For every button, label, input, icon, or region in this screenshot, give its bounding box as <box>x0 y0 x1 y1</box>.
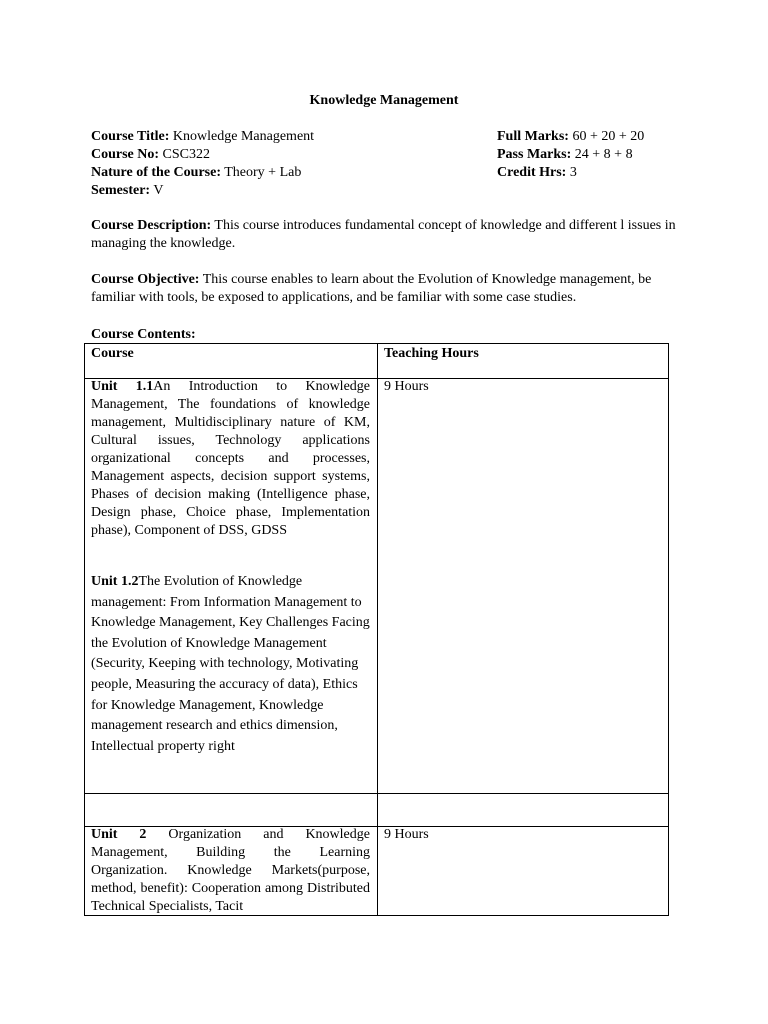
pass-marks-row <box>497 146 644 164</box>
credit-hrs-label: Credit Hrs: <box>497 165 567 180</box>
unit-1-2-text: The Evolution of Knowledge management: From Information Management to Knowledge Management, Key Challenges Facing the Evolution of Knowledge Management (Security, Keeping with technology, Motivating people, Measuring the accuracy of data), Ethics for Knowledge Management, Knowledge management research and ethics dimension, Intellectual property right <box>91 574 370 754</box>
course-contents-table <box>84 343 669 916</box>
course-contents-heading: Course Contents: <box>91 327 196 342</box>
course-title-label: Course Title: <box>91 129 170 144</box>
unit-2-label: Unit 2 <box>91 827 147 842</box>
column-divider <box>377 344 378 915</box>
header-course: Course <box>91 346 134 361</box>
unit-1-2-text-block <box>91 572 370 757</box>
course-title-row <box>91 128 314 146</box>
unit-1-1-label: Unit 1.1 <box>91 379 154 394</box>
semester-row <box>91 182 314 200</box>
full-marks-value: 60 + 20 + 20 <box>568 129 645 144</box>
credit-hrs-value: 3 <box>566 165 577 180</box>
header-teaching-hours: Teaching Hours <box>384 346 479 361</box>
credit-hrs-row <box>497 164 644 182</box>
full-marks-label: Full Marks: <box>497 129 569 144</box>
unit-2-hours: 9 Hours <box>384 827 429 842</box>
course-objective-label: Course Objective: <box>91 272 200 287</box>
pass-marks-label: Pass Marks: <box>497 147 572 162</box>
unit-2-text: Organization and Knowledge Management, Building the Learning Organization. Knowledge Markets(purpose, method, benefit): Cooperation among Distributed Technical Specialists, Tacit <box>91 827 370 914</box>
unit-1-row-divider <box>85 793 668 794</box>
course-no-label: Course No: <box>91 147 160 162</box>
course-description <box>91 217 681 253</box>
document-title: Knowledge Management <box>309 93 459 108</box>
course-nature-row <box>91 164 314 182</box>
course-title-value: Knowledge Management <box>169 129 315 144</box>
course-nature-label: Nature of the Course: <box>91 165 221 180</box>
semester-value: V <box>150 183 164 198</box>
unit-1-hours: 9 Hours <box>384 379 429 394</box>
course-description-text: This course introduces fundamental concept of knowledge and different l issues in managing the knowledge. <box>91 218 676 251</box>
course-info-left <box>91 128 314 200</box>
course-nature-value: Theory + Lab <box>221 165 302 180</box>
course-no-row <box>91 146 314 164</box>
semester-label: Semester: <box>91 183 151 198</box>
course-description-label: Course Description: <box>91 218 212 233</box>
course-no-value: CSC322 <box>159 147 211 162</box>
course-objective-text: This course enables to learn about the Evolution of Knowledge management, be familiar with tools, be exposed to applications, and be familiar with some case studies. <box>91 272 652 305</box>
pass-marks-value: 24 + 8 + 8 <box>571 147 633 162</box>
course-info-right <box>497 128 644 182</box>
unit-2-text-block <box>91 826 370 916</box>
unit-1-2-label: Unit 1.2 <box>91 574 139 589</box>
unit-1-1-text-block <box>91 378 370 540</box>
full-marks-row <box>497 128 644 146</box>
course-objective <box>91 271 681 307</box>
unit-1-1-text: An Introduction to Knowledge Management, The foundations of knowledge management, Multidisciplinary nature of KM, Cultural issues, Technology applications organizational concepts and processes, Management aspects, decision support systems, Phases of decision making (Intelligence phase, Design phase, Choice phase, Implementation phase), Component of DSS, GDSS <box>91 379 370 538</box>
